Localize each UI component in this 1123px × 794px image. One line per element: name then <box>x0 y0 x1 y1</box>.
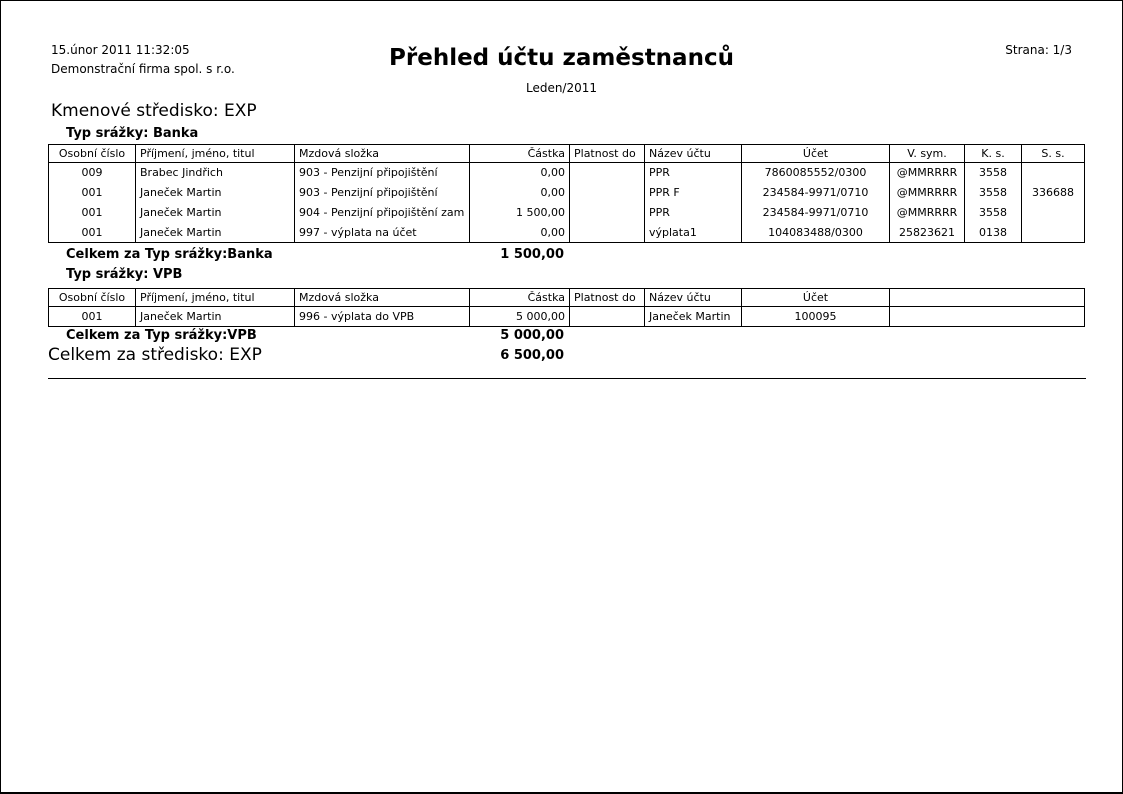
cell-ucet: 100095 <box>742 307 890 327</box>
table-row <box>49 163 1085 183</box>
cell-castka: 1 500,00 <box>470 203 570 223</box>
cell-k-s: 3558 <box>965 163 1022 183</box>
col-header-prijmeni: Příjmení, jméno, titul <box>136 145 295 163</box>
cell-prijmeni: Janeček Martin <box>136 183 295 203</box>
cell-mzdova-slozka: 996 - výplata do VPB <box>295 307 470 327</box>
page-number: Strana: 1/3 <box>1005 43 1072 57</box>
cell-platnost-do <box>570 307 645 327</box>
col-header-ucet: Účet <box>742 289 890 307</box>
cell-castka: 0,00 <box>470 163 570 183</box>
cell-nazev-uctu: PPR <box>645 163 742 183</box>
cell-osobni-cislo: 001 <box>49 203 136 223</box>
cell-mzdova-slozka: 903 - Penzijní připojištění <box>295 183 470 203</box>
cell-osobni-cislo: 001 <box>49 183 136 203</box>
col-header-castka: Částka <box>470 145 570 163</box>
cell-platnost-do <box>570 203 645 223</box>
report-title: Přehled účtu zaměstnanců <box>389 45 734 71</box>
table-row <box>49 203 1085 223</box>
center-total-amount: 6 500,00 <box>500 348 564 363</box>
col-header-castka: Částka <box>470 289 570 307</box>
center-total-label: Celkem za středisko: EXP <box>48 345 262 365</box>
table-row <box>49 223 1085 243</box>
cell-mzdova-slozka: 904 - Penzijní připojištění zam <box>295 203 470 223</box>
cell-platnost-do <box>570 163 645 183</box>
cell-v-sym: @MMRRRR <box>890 163 965 183</box>
cell-castka: 0,00 <box>470 223 570 243</box>
cell-k-s: 3558 <box>965 183 1022 203</box>
cell-nazev-uctu: výplata1 <box>645 223 742 243</box>
cell-castka: 5 000,00 <box>470 307 570 327</box>
cell-v-sym: 25823621 <box>890 223 965 243</box>
report-period: Leden/2011 <box>525 81 598 95</box>
vpb-header-row <box>49 289 1085 307</box>
col-header-prijmeni: Příjmení, jméno, titul <box>136 289 295 307</box>
col-header-osobni-cislo: Osobní číslo <box>49 145 136 163</box>
cell-osobni-cislo: 009 <box>49 163 136 183</box>
cell-osobni-cislo: 001 <box>49 223 136 243</box>
col-header-s-s: S. s. <box>1022 145 1085 163</box>
cell-prijmeni: Janeček Martin <box>136 203 295 223</box>
section-heading-banka: Typ srážky: Banka <box>66 126 199 141</box>
cell-ucet: 234584-9971/0710 <box>742 203 890 223</box>
bottom-divider <box>48 378 1086 379</box>
col-header-mzdova-slozka: Mzdová složka <box>295 145 470 163</box>
col-header-mzdova-slozka: Mzdová složka <box>295 289 470 307</box>
cell-v-sym: @MMRRRR <box>890 183 965 203</box>
vpb-total-label: Celkem za Typ srážky:VPB <box>66 328 257 343</box>
banka-total-amount: 1 500,00 <box>500 247 564 262</box>
banka-table <box>48 144 1085 243</box>
cell-s-s: 336688 <box>1022 183 1085 203</box>
cell-castka: 0,00 <box>470 183 570 203</box>
col-header-osobni-cislo: Osobní číslo <box>49 289 136 307</box>
vpb-table <box>48 288 1085 327</box>
cell-mzdova-slozka: 997 - výplata na účet <box>295 223 470 243</box>
cell-ucet: 234584-9971/0710 <box>742 183 890 203</box>
cell-prijmeni: Janeček Martin <box>136 307 295 327</box>
cell-s-s <box>1022 203 1085 223</box>
cell-osobni-cislo: 001 <box>49 307 136 327</box>
col-header-v-sym: V. sym. <box>890 145 965 163</box>
cell-k-s: 3558 <box>965 203 1022 223</box>
banka-total-label: Celkem za Typ srážky:Banka <box>66 247 273 262</box>
cell-prijmeni: Brabec Jindřich <box>136 163 295 183</box>
cell-k-s: 0138 <box>965 223 1022 243</box>
col-header-ucet: Účet <box>742 145 890 163</box>
col-header-k-s: K. s. <box>965 145 1022 163</box>
vpb-total-amount: 5 000,00 <box>500 328 564 343</box>
col-header-nazev-uctu: Název účtu <box>645 289 742 307</box>
cell-s-s <box>1022 223 1085 243</box>
col-header-platnost-do: Platnost do <box>570 289 645 307</box>
banka-header-row <box>49 145 1085 163</box>
cell-nazev-uctu: Janeček Martin <box>645 307 742 327</box>
col-header-empty <box>890 289 1085 307</box>
cell-s-s <box>1022 163 1085 183</box>
cell-v-sym: @MMRRRR <box>890 203 965 223</box>
cost-center-heading: Kmenové středisko: EXP <box>51 101 257 121</box>
section-heading-vpb: Typ srážky: VPB <box>66 267 183 282</box>
col-header-platnost-do: Platnost do <box>570 145 645 163</box>
cell-nazev-uctu: PPR F <box>645 183 742 203</box>
table-row <box>49 307 1085 327</box>
col-header-nazev-uctu: Název účtu <box>645 145 742 163</box>
cell-platnost-do <box>570 183 645 203</box>
cell-platnost-do <box>570 223 645 243</box>
cell-mzdova-slozka: 903 - Penzijní připojištění <box>295 163 470 183</box>
cell-ucet: 104083488/0300 <box>742 223 890 243</box>
table-row <box>49 183 1085 203</box>
cell-nazev-uctu: PPR <box>645 203 742 223</box>
cell-empty <box>890 307 1085 327</box>
cell-prijmeni: Janeček Martin <box>136 223 295 243</box>
report-datetime: 15.únor 2011 11:32:05 <box>51 43 190 57</box>
cell-ucet: 7860085552/0300 <box>742 163 890 183</box>
company-name: Demonstrační firma spol. s r.o. <box>51 62 235 76</box>
